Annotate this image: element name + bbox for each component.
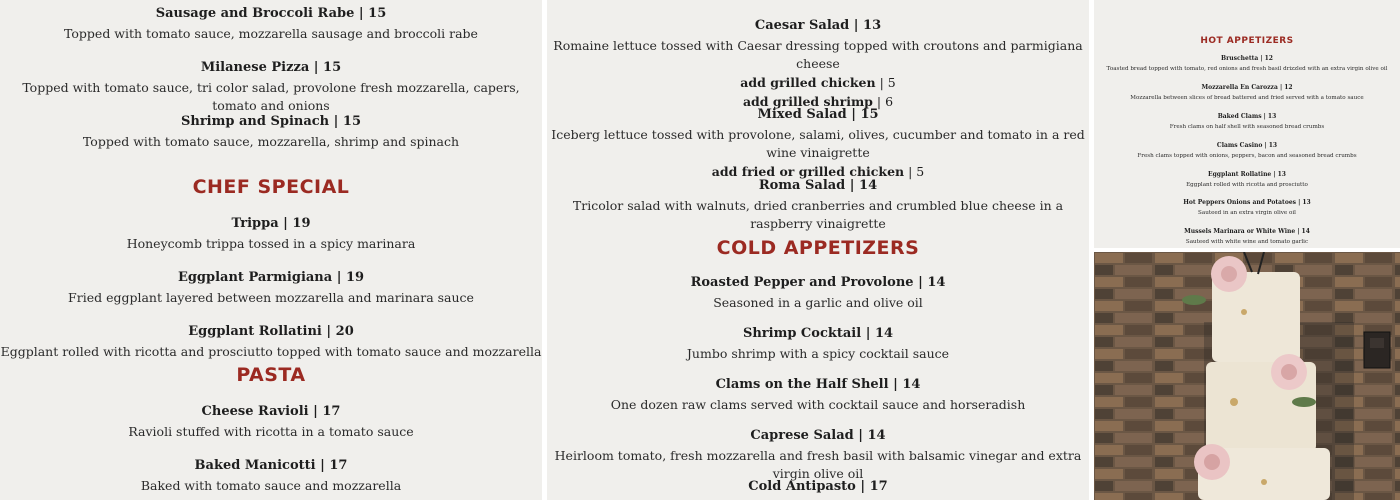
menu-item-name: Eggplant Rollatine | 13 — [1208, 171, 1286, 178]
menu-item-description: Jumbo shrimp with a spicy cocktail sauce — [686, 346, 950, 361]
menu-item-name: Shrimp and Spinach | 15 — [180, 114, 362, 129]
menu-item — [0, 59, 542, 115]
menu-item-name: Caprese Salad | 14 — [750, 428, 886, 443]
menu-item-addon: add fried or grilled chicken | 5 — [711, 164, 925, 179]
menu-item — [1094, 171, 1400, 189]
menu-item-description: Topped with tomato sauce, tri color salad, provolone fresh mozzarella, capers, tomato and onions — [22, 80, 520, 113]
menu-item — [0, 215, 542, 253]
menu-item-description: Topped with tomato sauce, mozzarella, shrimp and spinach — [82, 134, 460, 149]
menu-item — [0, 113, 542, 151]
menu-item-name: Mixed Salad | 15 — [757, 107, 879, 122]
menu-item — [0, 269, 542, 307]
menu-item-description: Fried eggplant layered between mozzarella and marinara sauce — [68, 290, 474, 305]
section-heading-hot-appetizers: HOT APPETIZERS — [1200, 36, 1294, 46]
menu-item-description: Toasted bread topped with tomato, red onions and fresh basil drizzled with an extra virgin olive oil — [1106, 66, 1388, 72]
menu-item — [1094, 113, 1400, 131]
menu-item — [1094, 228, 1400, 246]
menu-item-name: Cold Antipasto | 17 — [748, 479, 888, 494]
menu-item-description: Seasoned in a garlic and olive oil — [713, 295, 923, 310]
menu-item-description: One dozen raw clams served with cocktail sauce and horseradish — [610, 397, 1026, 412]
menu-item — [547, 376, 1089, 414]
menu-item — [547, 274, 1089, 312]
menu-item-name: Eggplant Rollatini | 20 — [188, 324, 354, 339]
menu-item-name: Milanese Pizza | 15 — [200, 60, 342, 75]
menu-page-middle — [547, 0, 1089, 500]
menu-item-name: Mussels Marinara or White Wine | 14 — [1184, 228, 1310, 235]
menu-item-name: Baked Clams | 13 — [1217, 113, 1277, 120]
menu-item-description: Sauteed in an extra virgin olive oil — [1198, 210, 1296, 216]
menu-item — [1094, 55, 1400, 73]
menu-item-description: Sauteed with white wine and tomato garlic — [1185, 239, 1309, 245]
cake-photo-illustration — [1094, 252, 1400, 500]
menu-item — [547, 177, 1089, 233]
menu-item — [1094, 142, 1400, 160]
menu-item-description: Ravioli stuffed with ricotta in a tomato sauce — [128, 424, 414, 439]
menu-item-description: Eggplant rolled with ricotta and prosciutto topped with tomato sauce and mozzarella — [0, 344, 542, 359]
menu-item-addon: add grilled shrimp | 6 — [742, 94, 894, 109]
menu-item — [0, 403, 542, 441]
menu-item-name: Clams on the Half Shell | 14 — [715, 377, 921, 392]
menu-item — [547, 17, 1089, 111]
menu-item-description: Iceberg lettuce tossed with provolone, salami, olives, cucumber and tomato in a red wine vinaigrette — [551, 127, 1085, 160]
menu-item-description: Topped with tomato sauce, mozzarella sausage and broccoli rabe — [64, 26, 478, 41]
menu-item — [547, 106, 1089, 181]
menu-item-description: Eggplant rolled with ricotta and prosciutto — [1186, 182, 1308, 188]
menu-item — [1094, 84, 1400, 102]
menu-item-description: Baked with tomato sauce and mozzarella — [140, 478, 402, 493]
menu-item-name: Hot Peppers Onions and Potatoes | 13 — [1183, 199, 1311, 206]
menu-item-name: Eggplant Parmigiana | 19 — [177, 270, 365, 285]
menu-item — [0, 457, 542, 495]
menu-item-name: Roasted Pepper and Provolone | 14 — [690, 275, 946, 290]
menu-item-name: Caesar Salad | 13 — [754, 18, 882, 33]
menu-item — [1094, 199, 1400, 217]
menu-item-description: Heirloom tomato, fresh mozzarella and fresh basil with balsamic vinegar and extra virgin olive oil — [554, 448, 1082, 481]
menu-item-name: Cheese Ravioli | 17 — [201, 404, 341, 419]
menu-item-description: Tricolor salad with walnuts, dried cranberries and crumbled blue cheese in a raspberry vinaigrette — [572, 198, 1064, 231]
section-heading-pasta: PASTA — [236, 364, 306, 386]
menu-item-name: Clams Casino | 13 — [1216, 142, 1278, 149]
menu-item-addon: add grilled chicken | 5 — [740, 75, 896, 90]
section-heading-cold-appetizers: COLD APPETIZERS — [716, 237, 920, 259]
menu-item-name: Bruschetta | 12 — [1221, 55, 1273, 62]
menu-item — [547, 427, 1089, 483]
menu-item — [547, 325, 1089, 363]
menu-page-right — [1094, 0, 1400, 248]
menu-item-name: Roma Salad | 14 — [758, 178, 878, 193]
menu-item-description: Fresh clams on half shell with seasoned bread crumbs — [1169, 124, 1325, 130]
menu-item-name: Shrimp Cocktail | 14 — [742, 326, 894, 341]
section-heading-chef-special: CHEF SPECIAL — [192, 176, 350, 198]
cake-photo — [1094, 252, 1400, 500]
menu-item-description: Honeycomb trippa tossed in a spicy marinara — [126, 236, 416, 251]
menu-item-name: Sausage and Broccoli Rabe | 15 — [155, 6, 387, 21]
menu-page-left — [0, 0, 542, 500]
menu-item — [0, 323, 542, 361]
menu-item-name: Baked Manicotti | 17 — [194, 458, 348, 473]
menu-item-name: Trippa | 19 — [231, 216, 311, 231]
menu-item — [0, 5, 542, 43]
menu-item-description: Romaine lettuce tossed with Caesar dressing topped with croutons and parmigiana cheese — [553, 38, 1083, 71]
menu-item — [547, 478, 1089, 496]
menu-item-name: Mozzarella En Carozza | 12 — [1201, 84, 1293, 91]
menu-item-description: Fresh clams topped with onions, peppers, bacon and seasoned bread crumbs — [1137, 153, 1357, 159]
menu-item-description: Mozzarella between slices of bread battered and fried served with a tomato sauce — [1130, 95, 1364, 101]
